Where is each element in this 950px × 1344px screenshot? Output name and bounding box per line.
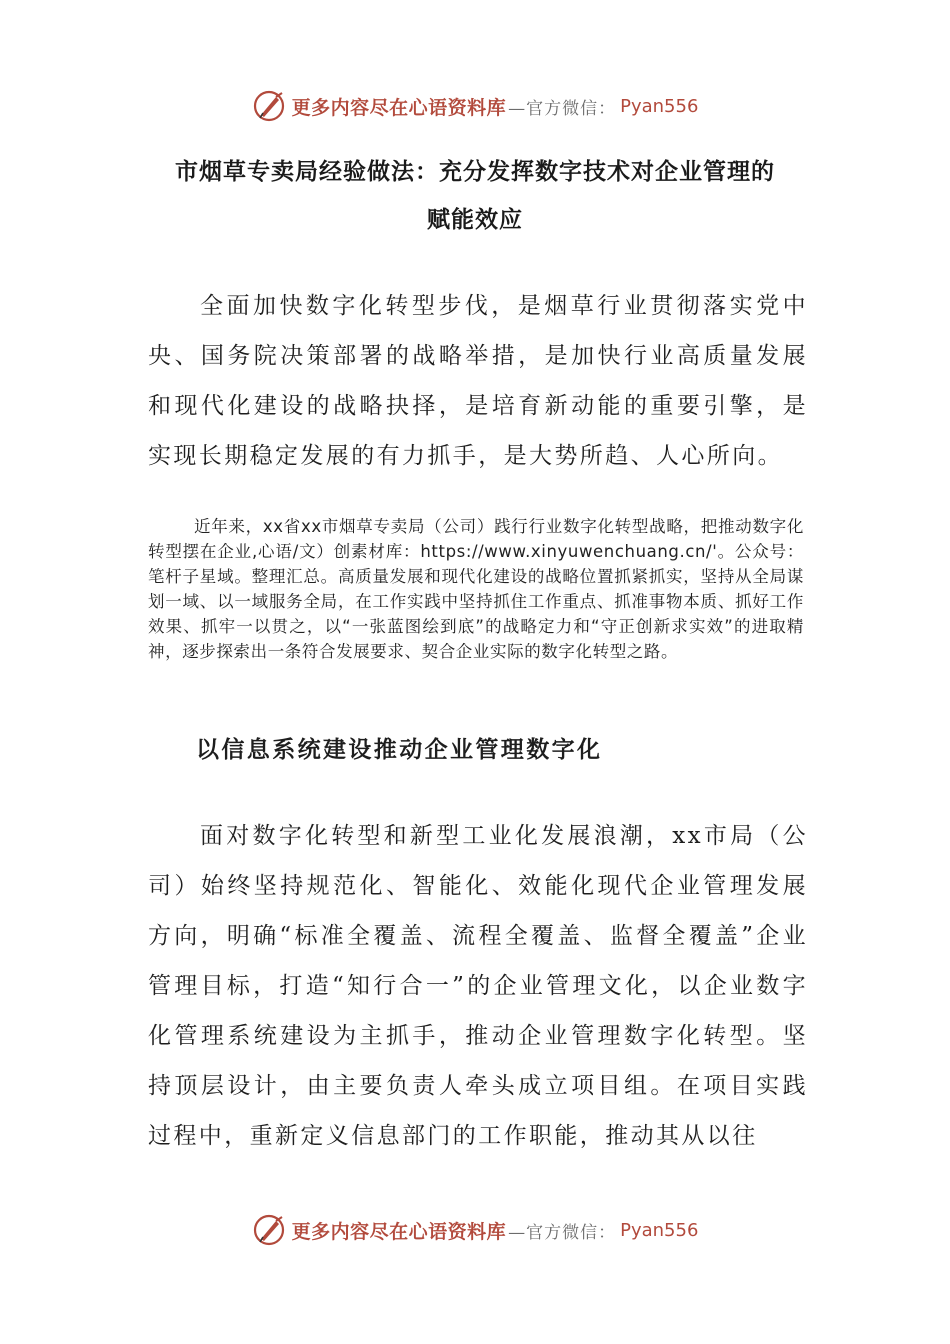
banner-sub-text: —官方微信： — [508, 1222, 617, 1243]
banner-main-text: 更多内容尽在心语资料库 — [291, 96, 507, 119]
paragraph-body: 面对数字化转型和新型工业化发展浪潮，xx市局（公司）始终坚持规范化、智能化、效能化现代企业管理发展方向，明确“标准全覆盖、流程全覆盖、监督全覆盖”企业管理目标，打造“知行合一”的企业管理文化，以企业数字化管理系统建设为主抓手，推动企业管理数字化转型。坚持顶层设计，由主要负责人牵头成立项目组。在项目实践过程中，重新定义信息部门的工作职能，推动其从以往 — [148, 823, 808, 1149]
paragraph-intro: 全面加快数字化转型步伐，是烟草行业贯彻落实党中央、国务院决策部署的战略举措，是加快行业高质量发展和现代化建设的战略抉择，是培育新动能的重要引擎，是实现长期稳定发展的有力抓手，是大势所趋、人心所向。 — [148, 293, 808, 469]
footer-banner — [0, 1208, 950, 1252]
banner-sub-text: —官方微信： — [508, 98, 617, 119]
paragraph-small-print: 近年来，xx省xx市烟草专卖局（公司）践行行业数字化转型战略，把推动数字化转型摆在企业,心语/文）创素材库：https://www.xinyuwenchuang.cn/'。公众号：笔杆子星域。整理汇总。高质量发展和现代化建设的战略位置抓紧抓实，坚持从全局谋划一域、以一域服务全局，在工作实践中坚持抓住工作重点、抓准事物本质、抓好工作效果、抓牢一以贯之，以“一张蓝图绘到底”的战略定力和“守正创新求实效”的进取精神，逐步探索出一条符合发展要求、契合企业实际的数字化转型之路。 — [148, 517, 804, 661]
document-title-line-1: 市烟草专卖局经验做法：充分发挥数字技术对企业管理的 — [175, 158, 775, 185]
quill-pen-logo-icon — [252, 89, 286, 123]
header-banner — [0, 84, 950, 128]
quill-pen-logo-icon — [252, 1213, 286, 1247]
banner-wechat-id: Pyan556 — [620, 95, 699, 117]
document-title-line-2: 赋能效应 — [427, 206, 523, 233]
section-heading: 以信息系统建设推动企业管理数字化 — [196, 736, 603, 763]
banner-main-text: 更多内容尽在心语资料库 — [291, 1220, 507, 1243]
banner-wechat-id: Pyan556 — [620, 1219, 699, 1241]
